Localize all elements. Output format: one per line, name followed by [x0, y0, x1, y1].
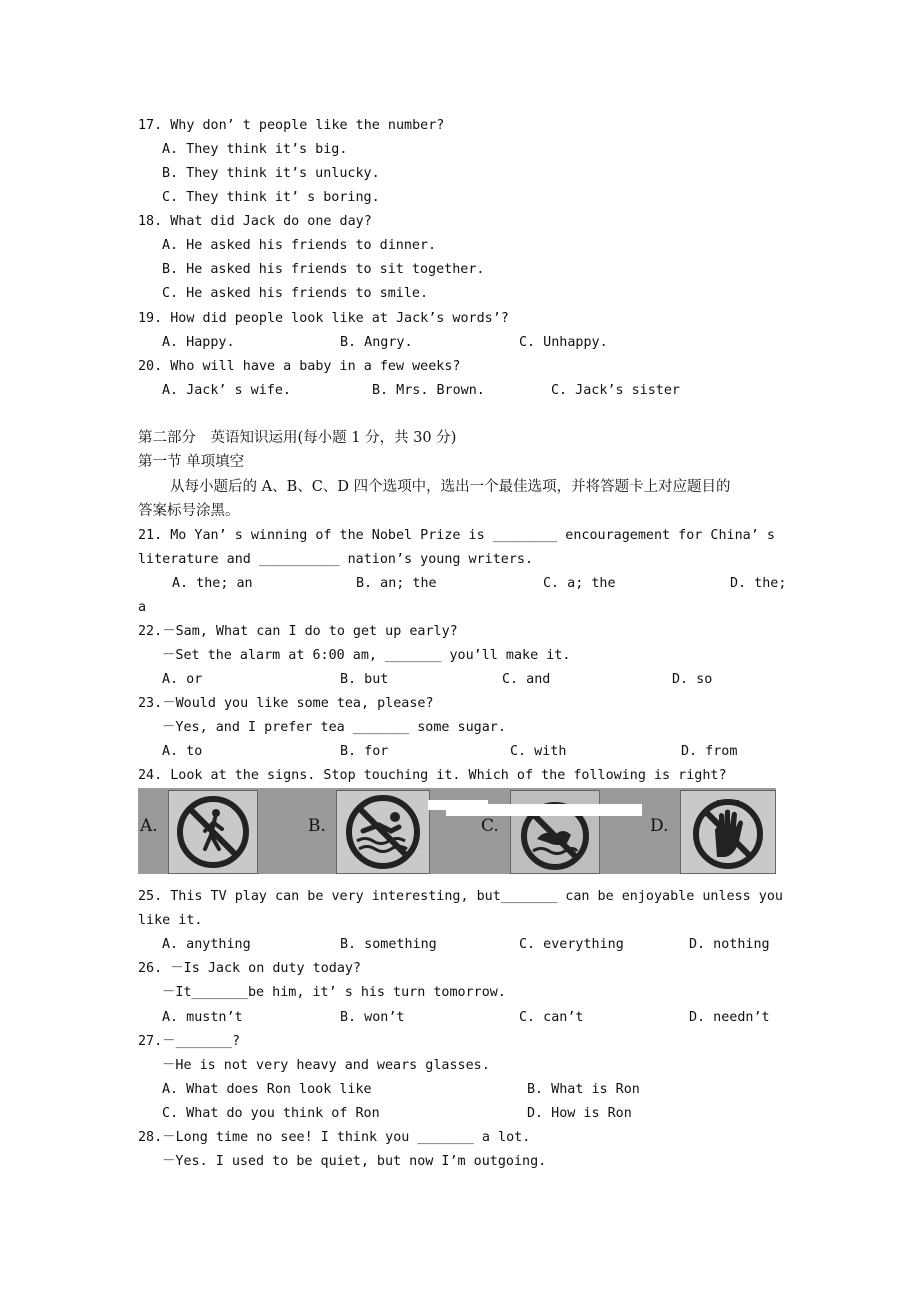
- q21-line-1: 21. Mo Yan’ s winning of the Nobel Prize is ________ encouragement for China’ s: [138, 528, 775, 543]
- no-swimming-sign-icon: [337, 791, 429, 873]
- q27-option-a: A. What does Ron look like: [162, 1082, 372, 1097]
- q19-option-a: A. Happy.: [162, 335, 235, 350]
- sign-b: [336, 790, 430, 874]
- q19-option-c: C. Unhappy.: [519, 335, 608, 350]
- instruction-line-1: 从每小题后的 A、B、C、D 四个选项中，选出一个最佳选项，并将答题卡上对应题目的: [170, 479, 731, 495]
- sign-d: [680, 790, 776, 874]
- q18-option-b: B. He asked his friends to sit together.: [162, 262, 485, 277]
- q24-line-1: 24. Look at the signs. Stop touching it. Which of the following is right?: [138, 768, 727, 783]
- q22-option-b: B. but: [340, 672, 389, 687]
- q22-line-2: －Set the alarm at 6:00 am, _______ you’ll make it.: [162, 648, 571, 663]
- q24-signs-image: [138, 788, 776, 874]
- q23-option-b: B. for: [340, 744, 389, 759]
- sign-label-a: A.: [140, 816, 158, 836]
- sign-label-b: B.: [308, 816, 326, 836]
- q25-option-d: D. nothing: [689, 937, 770, 952]
- q20-option-a: A. Jack’ s wife.: [162, 383, 291, 398]
- q19-option-b: B. Angry.: [340, 335, 413, 350]
- q23-line-1: 23.－Would you like some tea, please?: [138, 696, 434, 711]
- q25-line-1: 25. This TV play can be very interesting, but_______ can be enjoyable unless you: [138, 889, 783, 904]
- q28-line-1: 28.－Long time no see! I think you _______ a lot.: [138, 1130, 531, 1145]
- q20-option-c: C. Jack’s sister: [551, 383, 680, 398]
- q26-option-c: C. can’t: [519, 1010, 584, 1025]
- q17-stem: 17. Why don’ t people like the number?: [138, 118, 445, 133]
- sign-c: [510, 790, 600, 874]
- q21-option-c: C. a; the: [543, 576, 616, 591]
- q26-line-1: 26. －Is Jack on duty today?: [138, 961, 361, 976]
- q25-option-b: B. something: [340, 937, 437, 952]
- q17-option-c: C. They think it’ s boring.: [162, 190, 380, 205]
- q27-line-1: 27.－_______?: [138, 1034, 241, 1049]
- q27-line-2: －He is not very heavy and wears glasses.: [162, 1058, 490, 1073]
- q26-option-d: D. needn’t: [689, 1010, 770, 1025]
- q26-option-a: A. mustn’t: [162, 1010, 243, 1025]
- q21-line-2: literature and __________ nation’s young writers.: [138, 552, 534, 567]
- scan-artifact: [446, 804, 642, 816]
- q18-option-a: A. He asked his friends to dinner.: [162, 238, 437, 253]
- part2-heading: 第二部分 英语知识运用(每小题 1 分，共 30 分): [138, 430, 457, 446]
- q19-stem: 19. How did people look like at Jack’s words’?: [138, 311, 509, 326]
- instruction-line-2: 答案标号涂黑。: [138, 503, 240, 519]
- q23-option-a: A. to: [162, 744, 203, 759]
- section1-heading: 第一节 单项填空: [138, 454, 245, 470]
- q26-line-2: －It_______be him, it’ s his turn tomorrow.: [162, 985, 506, 1000]
- q21-option-d: D. the;: [730, 576, 787, 591]
- q22-line-1: 22.－Sam, What can I do to get up early?: [138, 624, 458, 639]
- q23-line-2: －Yes, and I prefer tea _______ some sugar.: [162, 720, 506, 735]
- q20-stem: 20. Who will have a baby in a few weeks?: [138, 359, 461, 374]
- q28-line-2: －Yes. I used to be quiet, but now I’m outgoing.: [162, 1154, 547, 1169]
- q25-option-c: C. everything: [519, 937, 624, 952]
- q22-option-d: D. so: [672, 672, 713, 687]
- q25-line-2: like it.: [138, 913, 203, 928]
- q21-option-a: A. the; an: [172, 576, 253, 591]
- q23-option-d: D. from: [681, 744, 738, 759]
- do-not-touch-sign-icon: [681, 791, 775, 873]
- q21-option-d-continued: a: [138, 600, 147, 615]
- q18-stem: 18. What did Jack do one day?: [138, 214, 372, 229]
- q22-option-a: A. or: [162, 672, 203, 687]
- q23-option-c: C. with: [510, 744, 567, 759]
- sign-label-d: D.: [650, 816, 669, 836]
- q21-option-b: B. an; the: [356, 576, 437, 591]
- sign-a: [168, 790, 258, 874]
- q20-option-b: B. Mrs. Brown.: [372, 383, 485, 398]
- q27-option-c: C. What do you think of Ron: [162, 1106, 380, 1121]
- sign-label-c: C.: [481, 816, 499, 836]
- q27-option-d: D. How is Ron: [527, 1106, 632, 1121]
- q18-option-c: C. He asked his friends to smile.: [162, 286, 429, 301]
- q27-option-b: B. What is Ron: [527, 1082, 640, 1097]
- q25-option-a: A. anything: [162, 937, 251, 952]
- q22-option-c: C. and: [502, 672, 551, 687]
- no-pedestrians-sign-icon: [169, 791, 257, 873]
- q26-option-b: B. won’t: [340, 1010, 405, 1025]
- q17-option-a: A. They think it’s big.: [162, 142, 348, 157]
- q17-option-b: B. They think it’s unlucky.: [162, 166, 380, 181]
